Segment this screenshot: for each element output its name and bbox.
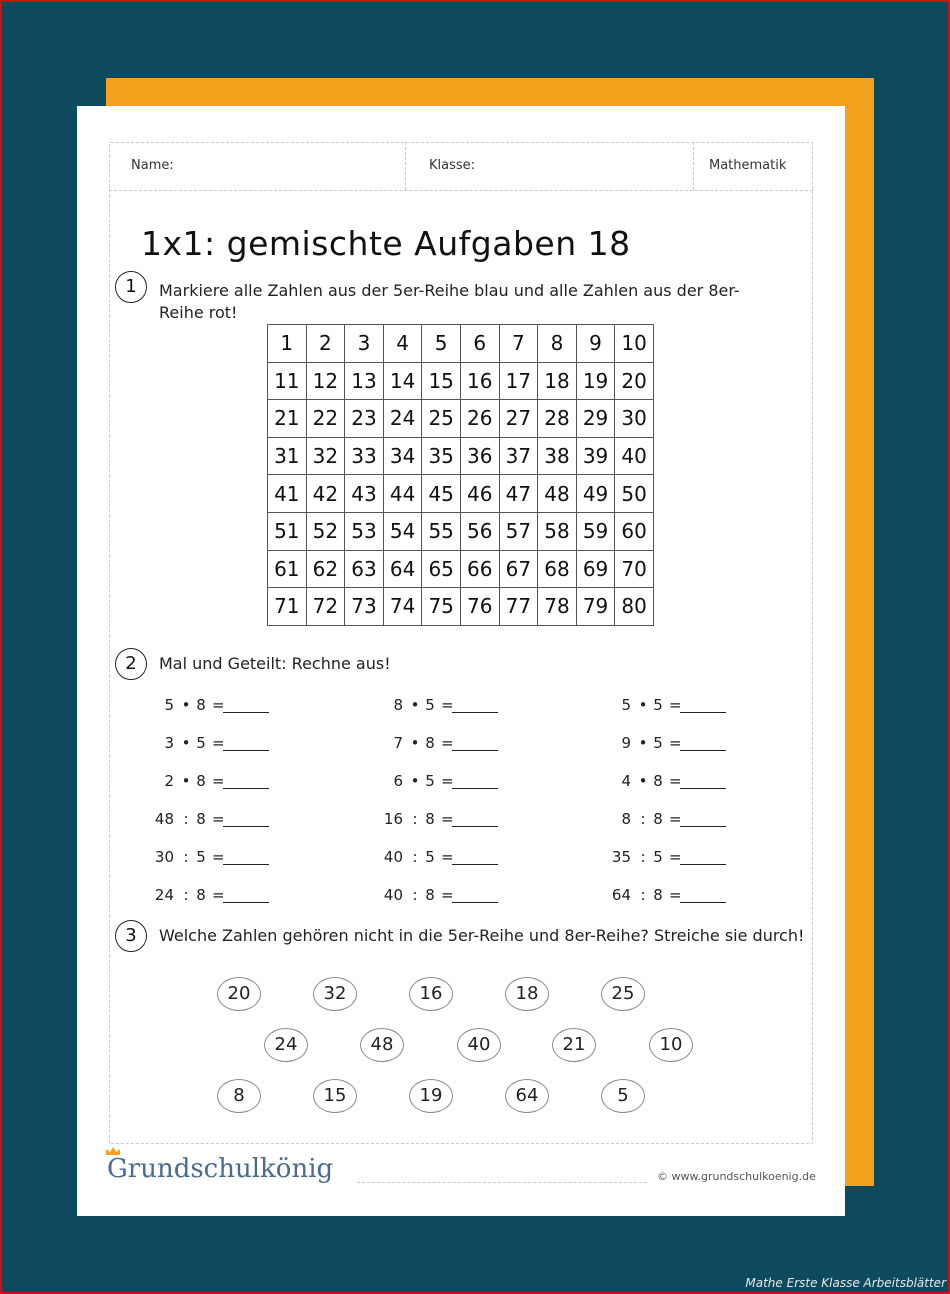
equals-sign: = xyxy=(212,810,225,828)
task-1-instruction: Markiere alle Zahlen aus der 5er-Reihe blau und alle Zahlen aus der 8er-Reihe rot! xyxy=(159,281,740,322)
operator: : xyxy=(640,848,646,866)
number-oval[interactable]: 48 xyxy=(360,1028,404,1062)
worksheet xyxy=(77,106,845,1216)
grid-cell[interactable]: 60 xyxy=(615,512,654,550)
operand-a: 5 xyxy=(164,696,174,714)
grid-cell[interactable]: 64 xyxy=(383,550,422,588)
answer-blank[interactable] xyxy=(452,826,498,827)
grid-cell[interactable]: 7 xyxy=(499,325,538,363)
calc-problem xyxy=(366,734,546,758)
operand-b: 8 xyxy=(653,772,663,790)
equals-sign: = xyxy=(212,772,225,790)
equals-sign: = xyxy=(441,886,454,904)
grid-row xyxy=(268,362,654,400)
grid-cell[interactable]: 77 xyxy=(499,588,538,626)
grid-cell[interactable]: 74 xyxy=(383,588,422,626)
grid-cell[interactable]: 20 xyxy=(615,362,654,400)
calc-problem xyxy=(137,734,317,758)
answer-blank[interactable] xyxy=(223,788,269,789)
grid-cell[interactable]: 73 xyxy=(345,588,384,626)
grid-cell[interactable]: 79 xyxy=(576,588,615,626)
equals-sign: = xyxy=(669,886,682,904)
answer-blank[interactable] xyxy=(680,826,726,827)
grid-cell[interactable]: 28 xyxy=(538,400,577,438)
calc-problem xyxy=(594,696,774,720)
calc-problem xyxy=(137,810,317,834)
equals-sign: = xyxy=(441,696,454,714)
operand-a: 6 xyxy=(393,772,403,790)
number-oval[interactable]: 18 xyxy=(505,977,549,1011)
answer-blank[interactable] xyxy=(680,750,726,751)
grid-cell[interactable]: 62 xyxy=(306,550,345,588)
answer-blank[interactable] xyxy=(223,712,269,713)
grid-cell[interactable]: 25 xyxy=(422,400,461,438)
operand-b: 8 xyxy=(425,734,435,752)
grid-cell[interactable]: 65 xyxy=(422,550,461,588)
calc-problem xyxy=(594,734,774,758)
grid-row xyxy=(268,475,654,513)
operand-a: 30 xyxy=(154,848,174,866)
grid-cell[interactable]: 69 xyxy=(576,550,615,588)
grid-cell[interactable]: 46 xyxy=(460,475,499,513)
grid-cell[interactable]: 76 xyxy=(460,588,499,626)
grid-cell[interactable]: 49 xyxy=(576,475,615,513)
grid-cell[interactable]: 56 xyxy=(460,512,499,550)
grid-cell[interactable]: 52 xyxy=(306,512,345,550)
task-1-number: 1 xyxy=(115,271,147,303)
name-label: Name: xyxy=(131,158,174,173)
grid-cell[interactable]: 58 xyxy=(538,512,577,550)
equals-sign: = xyxy=(441,810,454,828)
equals-sign: = xyxy=(669,848,682,866)
grid-cell[interactable]: 44 xyxy=(383,475,422,513)
equals-sign: = xyxy=(669,772,682,790)
grid-cell[interactable]: 17 xyxy=(499,362,538,400)
calc-problem xyxy=(137,886,317,910)
grid-row xyxy=(268,325,654,363)
grid-cell[interactable]: 22 xyxy=(306,400,345,438)
number-oval[interactable]: 64 xyxy=(505,1079,549,1113)
calc-problem xyxy=(366,696,546,720)
grid-cell[interactable]: 78 xyxy=(538,588,577,626)
number-oval[interactable]: 25 xyxy=(601,977,645,1011)
operand-b: 5 xyxy=(425,848,435,866)
number-oval[interactable]: 8 xyxy=(217,1079,261,1113)
grid-cell[interactable]: 2 xyxy=(306,325,345,363)
grid-cell[interactable]: 75 xyxy=(422,588,461,626)
calc-problem xyxy=(366,848,546,872)
calc-problem xyxy=(137,848,317,872)
answer-blank[interactable] xyxy=(223,902,269,903)
grid-cell[interactable]: 13 xyxy=(345,362,384,400)
operand-a: 64 xyxy=(611,886,631,904)
operator: : xyxy=(640,886,646,904)
worksheet-title: 1x1: gemischte Aufgaben 18 xyxy=(141,224,631,263)
grid-cell[interactable]: 23 xyxy=(345,400,384,438)
class-label: Klasse: xyxy=(429,158,476,173)
calc-problem xyxy=(137,696,317,720)
operator: : xyxy=(183,886,189,904)
operator: • xyxy=(410,734,420,752)
answer-blank[interactable] xyxy=(223,864,269,865)
equals-sign: = xyxy=(212,886,225,904)
equals-sign: = xyxy=(669,696,682,714)
grid-row xyxy=(268,588,654,626)
grid-cell[interactable]: 21 xyxy=(268,400,307,438)
equals-sign: = xyxy=(669,810,682,828)
operator: : xyxy=(640,810,646,828)
operator: : xyxy=(183,810,189,828)
grid-cell[interactable]: 16 xyxy=(460,362,499,400)
operand-a: 4 xyxy=(621,772,631,790)
equals-sign: = xyxy=(212,848,225,866)
grid-row xyxy=(268,512,654,550)
operand-b: 5 xyxy=(425,696,435,714)
operand-b: 8 xyxy=(653,810,663,828)
grid-cell[interactable]: 33 xyxy=(345,437,384,475)
grid-cell[interactable]: 63 xyxy=(345,550,384,588)
calc-problem xyxy=(594,886,774,910)
operand-b: 5 xyxy=(653,696,663,714)
grid-cell[interactable]: 61 xyxy=(268,550,307,588)
calc-problem xyxy=(137,772,317,796)
operator: • xyxy=(410,772,420,790)
grid-cell[interactable]: 8 xyxy=(538,325,577,363)
operand-a: 2 xyxy=(164,772,174,790)
answer-blank[interactable] xyxy=(680,788,726,789)
number-oval[interactable]: 16 xyxy=(409,977,453,1011)
number-oval[interactable]: 20 xyxy=(217,977,261,1011)
grid-cell[interactable]: 43 xyxy=(345,475,384,513)
number-oval[interactable]: 5 xyxy=(601,1079,645,1113)
answer-blank[interactable] xyxy=(452,788,498,789)
calc-problem xyxy=(594,848,774,872)
number-oval[interactable]: 32 xyxy=(313,977,357,1011)
operand-b: 8 xyxy=(196,696,206,714)
grid-cell[interactable]: 27 xyxy=(499,400,538,438)
grid-cell[interactable]: 68 xyxy=(538,550,577,588)
copyright-text: © www.grundschulkoenig.de xyxy=(657,1170,816,1183)
answer-blank[interactable] xyxy=(680,712,726,713)
grid-cell[interactable]: 12 xyxy=(306,362,345,400)
grid-cell[interactable]: 57 xyxy=(499,512,538,550)
operator: : xyxy=(183,848,189,866)
number-oval[interactable]: 19 xyxy=(409,1079,453,1113)
calc-problem xyxy=(594,772,774,796)
grid-cell[interactable]: 45 xyxy=(422,475,461,513)
grid-cell[interactable]: 66 xyxy=(460,550,499,588)
grid-cell[interactable]: 32 xyxy=(306,437,345,475)
grid-cell[interactable]: 80 xyxy=(615,588,654,626)
operand-b: 8 xyxy=(653,886,663,904)
grid-cell[interactable]: 48 xyxy=(538,475,577,513)
grid-cell[interactable]: 31 xyxy=(268,437,307,475)
operator: • xyxy=(638,696,648,714)
task-2-number: 2 xyxy=(115,648,147,680)
grid-cell[interactable]: 19 xyxy=(576,362,615,400)
equals-sign: = xyxy=(212,696,225,714)
grid-cell[interactable]: 24 xyxy=(383,400,422,438)
operand-a: 16 xyxy=(383,810,403,828)
grid-cell[interactable]: 38 xyxy=(538,437,577,475)
grid-cell[interactable]: 37 xyxy=(499,437,538,475)
operator: • xyxy=(181,696,191,714)
image-caption: Mathe Erste Klasse Arbeitsblätter xyxy=(745,1276,946,1290)
grid-cell[interactable]: 70 xyxy=(615,550,654,588)
operand-a: 8 xyxy=(393,696,403,714)
header-divider xyxy=(693,142,694,190)
grid-cell[interactable]: 47 xyxy=(499,475,538,513)
operand-a: 8 xyxy=(621,810,631,828)
calc-problem xyxy=(366,886,546,910)
header-row xyxy=(109,142,813,191)
operator: • xyxy=(181,734,191,752)
grid-cell[interactable]: 36 xyxy=(460,437,499,475)
grid-cell[interactable]: 9 xyxy=(576,325,615,363)
operator: : xyxy=(412,886,418,904)
calc-problem xyxy=(594,810,774,834)
calc-problem xyxy=(366,772,546,796)
equals-sign: = xyxy=(212,734,225,752)
grid-cell[interactable]: 11 xyxy=(268,362,307,400)
grid-row xyxy=(268,437,654,475)
operator: • xyxy=(638,772,648,790)
number-oval[interactable]: 21 xyxy=(552,1028,596,1062)
operand-b: 5 xyxy=(653,848,663,866)
answer-blank[interactable] xyxy=(680,902,726,903)
operand-b: 5 xyxy=(653,734,663,752)
operator: • xyxy=(181,772,191,790)
grid-cell[interactable]: 40 xyxy=(615,437,654,475)
grid-cell[interactable]: 26 xyxy=(460,400,499,438)
operator: • xyxy=(410,696,420,714)
grid-cell[interactable]: 18 xyxy=(538,362,577,400)
task-2-instruction: Mal und Geteilt: Rechne aus! xyxy=(159,654,391,673)
answer-blank[interactable] xyxy=(452,864,498,865)
grid-cell[interactable]: 41 xyxy=(268,475,307,513)
answer-blank[interactable] xyxy=(452,902,498,903)
grid-cell[interactable]: 4 xyxy=(383,325,422,363)
operand-b: 8 xyxy=(196,810,206,828)
task-3-number: 3 xyxy=(115,920,147,952)
grid-cell[interactable]: 14 xyxy=(383,362,422,400)
operand-a: 7 xyxy=(393,734,403,752)
operator: • xyxy=(638,734,648,752)
operand-b: 8 xyxy=(196,886,206,904)
grid-cell[interactable]: 50 xyxy=(615,475,654,513)
grid-cell[interactable]: 51 xyxy=(268,512,307,550)
footer-divider xyxy=(357,1182,647,1183)
operator: : xyxy=(412,848,418,866)
subject-label: Mathematik xyxy=(709,158,787,173)
operand-b: 5 xyxy=(196,848,206,866)
answer-blank[interactable] xyxy=(223,750,269,751)
grid-row xyxy=(268,550,654,588)
number-oval[interactable]: 24 xyxy=(264,1028,308,1062)
header-divider xyxy=(405,142,406,190)
number-oval[interactable]: 40 xyxy=(457,1028,501,1062)
number-oval[interactable]: 10 xyxy=(649,1028,693,1062)
equals-sign: = xyxy=(441,734,454,752)
answer-blank[interactable] xyxy=(452,712,498,713)
grid-cell[interactable]: 6 xyxy=(460,325,499,363)
operand-a: 5 xyxy=(621,696,631,714)
equals-sign: = xyxy=(441,848,454,866)
grid-cell[interactable]: 71 xyxy=(268,588,307,626)
calc-problem xyxy=(366,810,546,834)
operator: : xyxy=(412,810,418,828)
operand-a: 24 xyxy=(154,886,174,904)
grid-cell[interactable]: 67 xyxy=(499,550,538,588)
grid-cell[interactable]: 29 xyxy=(576,400,615,438)
operand-b: 5 xyxy=(425,772,435,790)
operand-b: 8 xyxy=(425,810,435,828)
answer-blank[interactable] xyxy=(223,826,269,827)
grid-cell[interactable]: 1 xyxy=(268,325,307,363)
number-oval[interactable]: 15 xyxy=(313,1079,357,1113)
grid-cell[interactable]: 34 xyxy=(383,437,422,475)
grid-cell[interactable]: 42 xyxy=(306,475,345,513)
operand-a: 3 xyxy=(164,734,174,752)
number-grid xyxy=(267,324,654,626)
grid-cell[interactable]: 53 xyxy=(345,512,384,550)
logo-text: Grundschulkönig xyxy=(107,1154,334,1184)
grid-row xyxy=(268,400,654,438)
equals-sign: = xyxy=(441,772,454,790)
operand-b: 8 xyxy=(196,772,206,790)
grid-cell[interactable]: 15 xyxy=(422,362,461,400)
operand-a: 48 xyxy=(154,810,174,828)
grid-cell[interactable]: 30 xyxy=(615,400,654,438)
grid-cell[interactable]: 39 xyxy=(576,437,615,475)
operand-a: 35 xyxy=(611,848,631,866)
grid-cell[interactable]: 55 xyxy=(422,512,461,550)
grid-cell[interactable]: 59 xyxy=(576,512,615,550)
grid-cell[interactable]: 35 xyxy=(422,437,461,475)
grid-cell[interactable]: 5 xyxy=(422,325,461,363)
operand-a: 9 xyxy=(621,734,631,752)
operand-b: 8 xyxy=(425,886,435,904)
grid-cell[interactable]: 72 xyxy=(306,588,345,626)
task-3-instruction: Welche Zahlen gehören nicht in die 5er-Reihe und 8er-Reihe? Streiche sie durch! xyxy=(159,926,805,945)
answer-blank[interactable] xyxy=(452,750,498,751)
grid-cell[interactable]: 54 xyxy=(383,512,422,550)
operand-b: 5 xyxy=(196,734,206,752)
answer-blank[interactable] xyxy=(680,864,726,865)
operand-a: 40 xyxy=(383,848,403,866)
grid-cell[interactable]: 3 xyxy=(345,325,384,363)
operand-a: 40 xyxy=(383,886,403,904)
equals-sign: = xyxy=(669,734,682,752)
grid-cell[interactable]: 10 xyxy=(615,325,654,363)
